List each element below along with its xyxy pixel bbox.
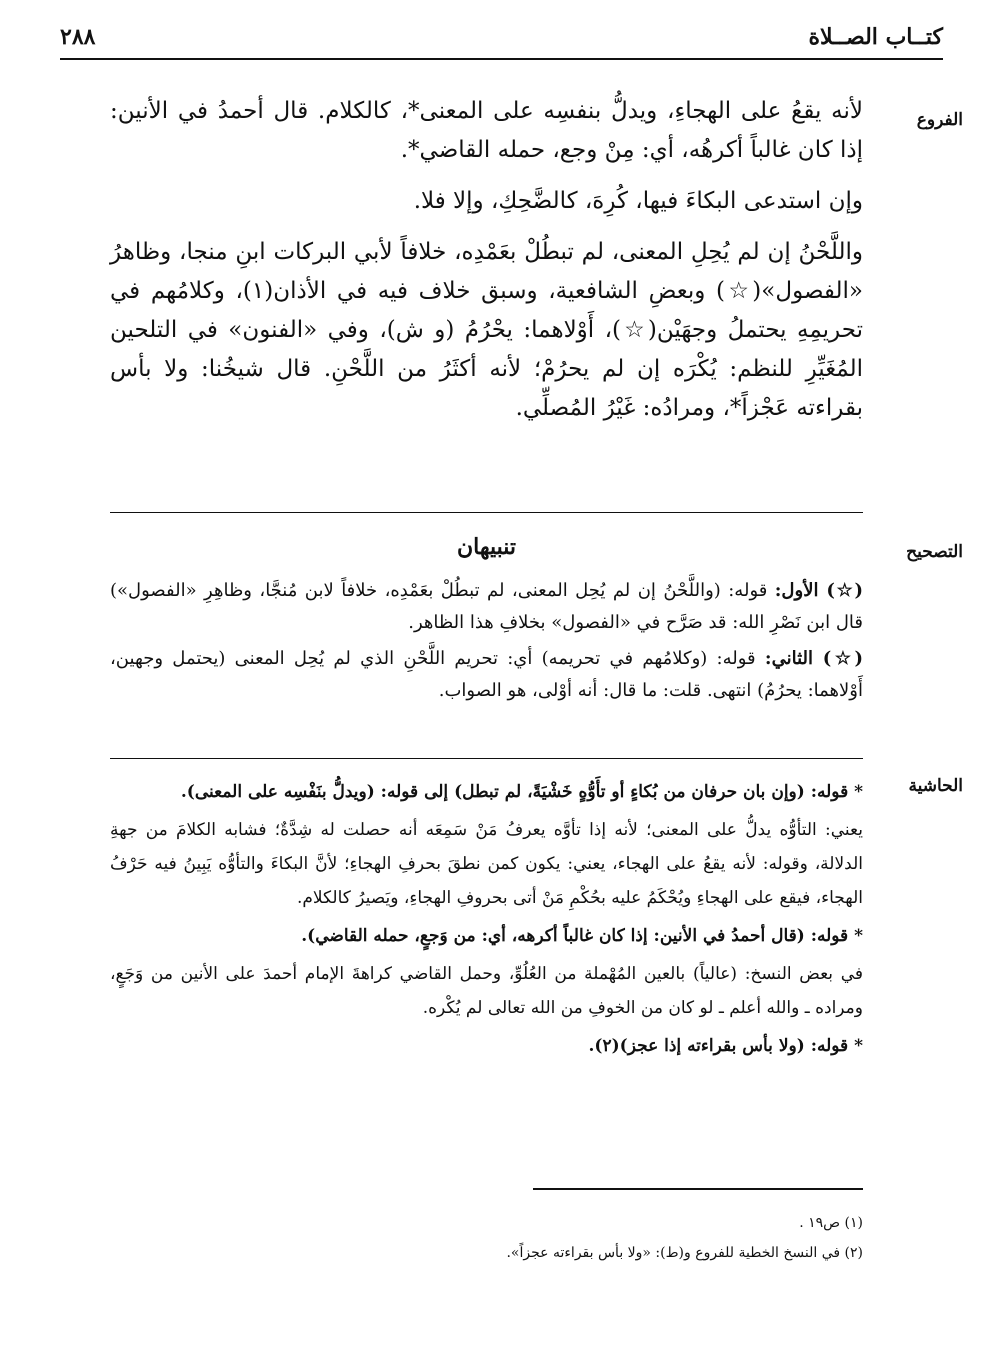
tashih-label: التصحيح xyxy=(906,542,963,562)
tashih-second xyxy=(110,643,863,707)
tashih-text xyxy=(110,575,863,711)
tashih-first-label: (☆) الأول: xyxy=(774,580,863,601)
page-number: ٢٨٨ xyxy=(60,24,96,50)
hashiya-note-heading: * قوله: (ولا بأس بقراءته إذا عجز)(٢). xyxy=(588,1036,863,1056)
hashiya-text xyxy=(110,775,863,1067)
main-paragraph: لأنه يقعُ على الهجاءِ، ويدلُّ بنفسِه على المعنى*، كالكلام. قال أحمدُ في الأنين: إذا كان غالباً أكرهُه، أي: مِنْ وجع، حمله القاضي*. xyxy=(110,98,863,163)
footnote: (٢) في النسخ الخطية للفروع و(ط): «ولا بأس بقراءته عجزاً». xyxy=(506,1245,863,1261)
main-paragraph: واللَّحْنُ إن لم يُحِلِ المعنى، لم تبطُلْ بعَمْدِه، خلافاً لأبي البركات ابنِ منجا، وظاهرُ «الفصول»(☆) وبعضِ الشافعية، وسبق خلاف فيه في الأذان(١)، وكلامُهم في تحريمِهِ يحتملُ وجهَيْن(☆)، أَوْلاهما: يحْرُمُ (و ش)، وفي «الفنون» في التلحين المُغَيِّرِ للنظم: يُكْرَه إن لم يحرُمْ؛ لأنه أكثَرُ من اللَّحْنِ. قال شيخُنا: ولا بأس بقراءته عَجْزاً*، ومرادُه: غَيْرُ المُصلِّي. xyxy=(110,239,863,421)
header-rule xyxy=(60,58,943,60)
chapter-title: كتــاب الصــلاة xyxy=(808,24,943,50)
main-paragraph: وإن استدعى البكاءَ فيها، كُرِهَ، كالضَّحِكِ، وإلا فلا. xyxy=(413,188,863,214)
tashih-first xyxy=(110,575,863,639)
hashiya-label: الحاشية xyxy=(908,776,963,796)
hashiya-note-heading: * قوله: (وإن بان حرفان من بُكاءٍ أو تأَوُّهٍ خَشْيَةً، لم تبطل) إلى قوله: (ويدلُّ بنَفْسِه على المعنى). xyxy=(180,782,863,802)
footnote: (١) ص١٩ . xyxy=(799,1215,863,1231)
tashih-title: تنبيهان xyxy=(456,534,517,560)
footnotes xyxy=(110,1208,863,1268)
section-divider xyxy=(110,758,863,759)
tashih-first-text: قوله: (واللَّحْنُ إن لم يُحِل المعنى، لم تبطُلْ بعَمْدِه، خلافاً لابن مُنجَّا، وظاهِرِ «الفصول») قال ابن نَصْرِ الله: قد صَرَّح في «الفصول» بخلافِ هذا الظاهر. xyxy=(110,580,863,633)
page-header xyxy=(60,22,943,62)
furu-label: الفروع xyxy=(916,110,963,130)
hashiya-note-heading: * قوله: (قال أحمدُ في الأنين: إذا كان غالباً أكرهه، أي: من وَجعٍ، حمله القاضي). xyxy=(301,926,863,946)
section-divider xyxy=(110,512,863,513)
footnote-rule xyxy=(533,1188,863,1190)
tashih-second-label: (☆) الثاني: xyxy=(764,648,863,669)
tashih-second-text: قوله: (وكلامُهم في تحريمه) أي: تحريم اللَّحْنِ الذي لم يُحِل المعنى (يحتمل وجهين، أَوْلاهما: يحرُمُ) انتهى. قلت: ما قال: أنه أوْلى، هو الصواب. xyxy=(110,648,863,701)
main-text xyxy=(110,92,863,440)
hashiya-note-body: في بعض النسخ: (عالياً) بالعين المُهْملة من العُلُوِّ، وحمل القاضي كراهةَ الإمام أحمدَ على الأنين من وَجَعٍ، ومراده ـ والله أعلم ـ لو كان من الخوفِ من الله تعالى لم يُكْره. xyxy=(110,964,863,1018)
hashiya-note-body: يعني: التأوُّه يدلُّ على المعنى؛ لأنه إذا تأوَّه يعرفُ مَنْ سَمِعَه أنه حصلت له شِدَّةٌ؛ فشابه الكلامَ من جهةِ الدلالة، وقوله: لأنه يقعُ على الهجاء، يعني: يكون كمن نطقَ بحرفِ الهجاءِ؛ لأنَّ البكاءَ والتأوُّه يَبِينُ فيه حَرْفُ الهجاء، فيقع على الهجاءِ ويُحْكَمُ عليه بحُكْمِ مَنْ أتى بحروفِ الهجاءِ، ويَصيرُ كالكلام. xyxy=(110,820,863,908)
